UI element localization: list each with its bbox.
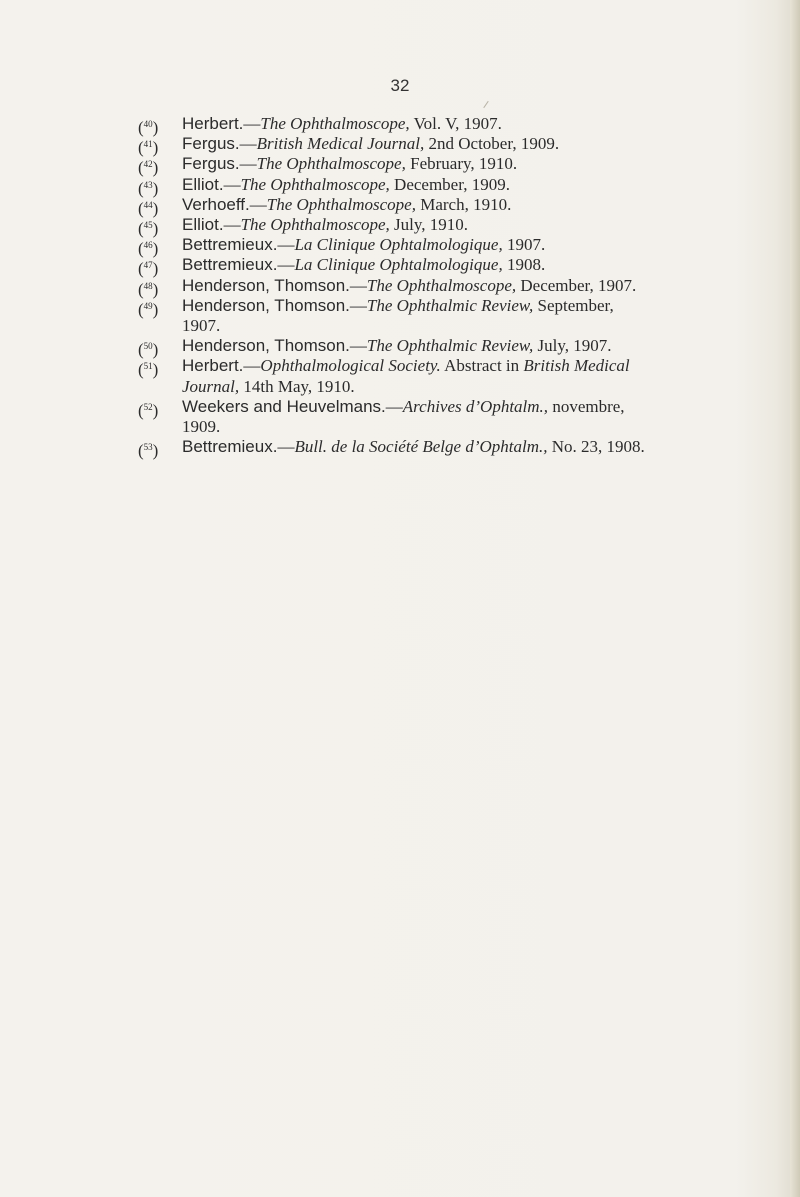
reference-item [138, 255, 768, 279]
reference-item [138, 235, 768, 259]
reference-separator: — [349, 336, 367, 356]
reference-continuation [182, 377, 768, 397]
reference-item [138, 114, 768, 137]
reference-author: Elliot. [182, 174, 224, 194]
reference-journal: The Ophthalmic Review, [366, 295, 534, 315]
reference-item [138, 397, 768, 437]
reference-author: Henderson, Thomson. [182, 275, 350, 295]
reference-item [138, 336, 768, 360]
reference-author: Weekers and Heuvelmans. [182, 396, 386, 416]
reference-journal: The Ophthalmoscope, [240, 174, 390, 194]
reference-author: Elliot. [182, 215, 224, 235]
reference-separator: — [239, 134, 257, 154]
reference-number: ($^{46}$) [138, 239, 159, 259]
reference-item [138, 275, 768, 299]
reference-details: 2nd October, 1909. [424, 134, 560, 154]
reference-item [138, 356, 768, 396]
reference-separator: — [277, 437, 295, 457]
reference-separator: — [349, 275, 367, 295]
reference-number: ($^{45}$) [138, 219, 159, 239]
reference-item [138, 174, 768, 198]
reference-number: ($^{51}$) [138, 360, 159, 380]
reference-journal-secondary: British Medical [523, 356, 630, 376]
reference-separator: — [277, 235, 295, 255]
reference-item [138, 194, 768, 218]
reference-journal: The Ophthalmoscope, [240, 215, 390, 235]
reference-author: Bettremieux. [182, 437, 278, 457]
reference-separator: — [223, 215, 241, 235]
reference-continuation-details: 14th May, 1910. [239, 376, 355, 396]
reference-separator: — [385, 396, 403, 416]
reference-details: Abstract in [440, 356, 524, 376]
reference-journal: Bull. de la Société Belge d’Ophtalm., [294, 437, 548, 457]
reference-author: Henderson, Thomson. [182, 336, 350, 356]
reference-journal: La Clinique Ophtalmologique, [294, 235, 503, 255]
reference-number: ($^{53}$) [138, 441, 159, 461]
reference-details: March, 1910. [415, 194, 512, 214]
reference-journal: The Ophthalmoscope, [366, 275, 517, 295]
reference-number: ($^{50}$) [138, 340, 159, 360]
reference-item [138, 437, 768, 461]
reference-item [138, 296, 768, 336]
reference-author: Fergus. [182, 134, 240, 154]
reference-details: 1907. [502, 235, 546, 255]
reference-details: September, [533, 295, 614, 315]
reference-author: Verhoeff. [182, 194, 250, 214]
reference-author: Bettremieux. [182, 255, 278, 275]
reference-journal: British Medical Journal, [256, 134, 425, 154]
reference-details: Vol. V, 1907. [409, 114, 502, 133]
reference-item [138, 215, 768, 239]
reference-separator: — [239, 154, 257, 174]
reference-details: December, 1907. [516, 275, 637, 295]
reference-journal-continuation: Journal, [182, 376, 240, 396]
reference-number: ($^{49}$) [138, 299, 159, 319]
reference-details: December, 1909. [389, 174, 510, 194]
reference-item [138, 134, 768, 158]
reference-author: Henderson, Thomson. [182, 295, 350, 315]
reference-number: ($^{52}$) [138, 400, 159, 420]
reference-number: ($^{44}$) [138, 198, 159, 218]
reference-separator: — [243, 114, 261, 133]
reference-author: Fergus. [182, 154, 240, 174]
reference-list [138, 114, 768, 461]
page-number: 32 [390, 76, 410, 95]
reference-author: Bettremieux. [182, 235, 278, 255]
reference-journal: Archives d’Ophtalm., [402, 396, 549, 416]
reference-number: ($^{42}$) [138, 158, 159, 178]
reference-continuation: 1907. [182, 316, 221, 336]
reference-journal: The Ophthalmoscope, [260, 114, 410, 133]
reference-number: ($^{40}$) [138, 118, 159, 137]
reference-details: 1908. [502, 255, 546, 275]
page-edge-shadow [790, 0, 800, 1197]
reference-journal: La Clinique Ophtalmologique, [294, 255, 503, 275]
reference-separator: — [349, 295, 367, 315]
reference-author: Herbert. [182, 356, 244, 376]
reference-journal: Ophthalmological Society. [260, 356, 441, 376]
reference-journal: The Ophthalmoscope, [256, 154, 406, 174]
reference-details: July, 1910. [389, 215, 469, 235]
reference-separator: — [249, 194, 267, 214]
reference-continuation: 1909. [182, 417, 221, 437]
reference-separator: — [223, 174, 241, 194]
reference-journal: The Ophthalmoscope, [266, 194, 416, 214]
pencil-mark [483, 101, 488, 108]
reference-number: ($^{48}$) [138, 279, 159, 299]
reference-details: novembre, [548, 396, 625, 416]
reference-separator: — [243, 356, 261, 376]
reference-item [138, 154, 768, 178]
reference-details: No. 23, 1908. [547, 437, 645, 457]
reference-separator: — [277, 255, 295, 275]
reference-number: ($^{47}$) [138, 259, 159, 279]
reference-number: ($^{43}$) [138, 178, 159, 198]
reference-details: February, 1910. [405, 154, 518, 174]
reference-journal: The Ophthalmic Review, [366, 336, 534, 356]
reference-details: July, 1907. [533, 336, 612, 356]
reference-author: Herbert. [182, 114, 244, 133]
reference-number: ($^{41}$) [138, 138, 159, 158]
